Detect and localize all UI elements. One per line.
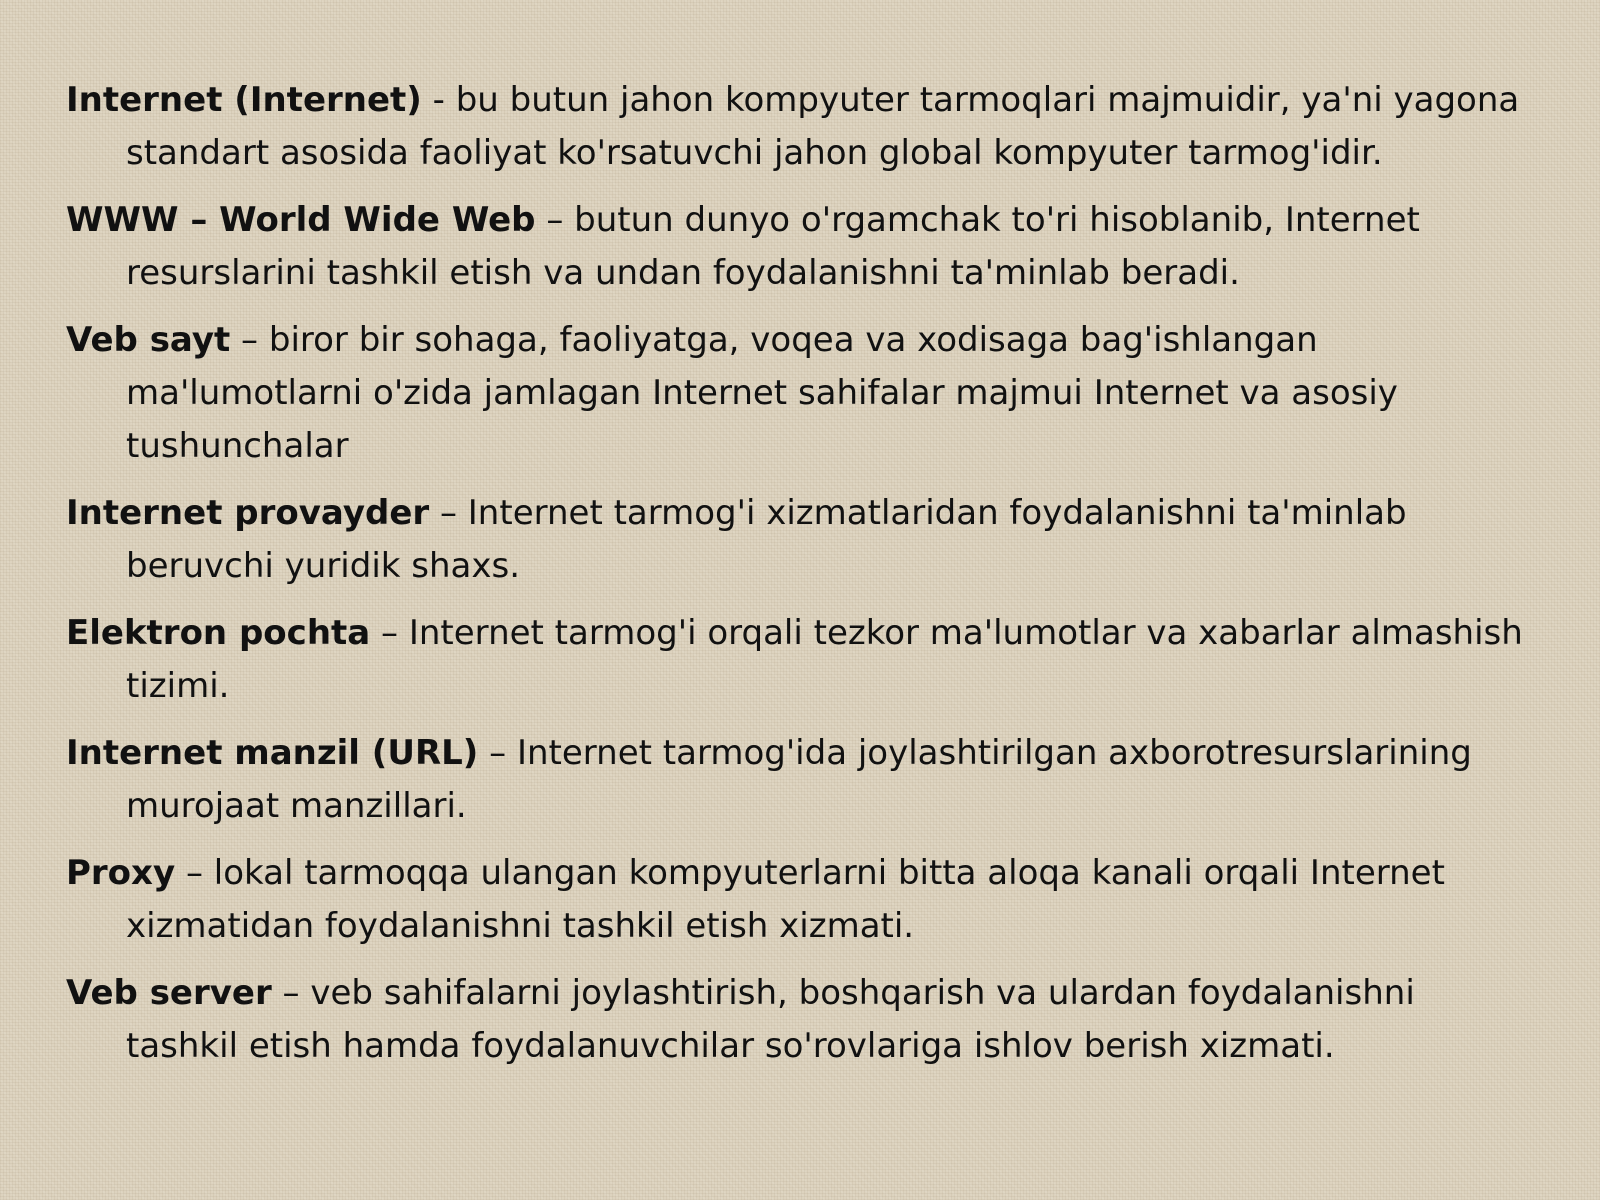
definition-internet-manzil [66, 727, 1536, 833]
definition-veb-sayt [66, 314, 1536, 473]
definitions-list [66, 74, 1536, 1087]
definition-separator: – [370, 613, 409, 653]
definition-internet-provayder [66, 487, 1536, 593]
definition-term: Internet provayder [66, 493, 430, 533]
definition-term: Internet manzil (URL) [66, 733, 479, 773]
definition-separator: – [230, 320, 269, 360]
definition-text: Internet tarmog'i orqali tezkor ma'lumotlar va xabarlar almashish tizimi. [126, 613, 1523, 706]
definition-separator: - [421, 80, 456, 120]
definition-text: lokal tarmoqqa ulangan kompyuterlarni bitta aloqa kanali orqali Internet xizmatidan foydalanishni tashkil etish xizmati. [126, 853, 1445, 946]
definition-elektron-pochta [66, 607, 1536, 713]
definition-separator: – [478, 733, 517, 773]
definition-term: Internet (Internet) [66, 80, 422, 120]
definition-term: Proxy [66, 853, 176, 893]
definition-text: bu butun jahon kompyuter tarmoqlari majmuidir, ya'ni yagona standart asosida faoliyat ko'rsatuvchi jahon global kompyuter tarmog'idir. [126, 80, 1520, 173]
definition-text: Internet tarmog'ida joylashtirilgan axborotresurslarining murojaat manzillari. [126, 733, 1472, 826]
definition-internet [66, 74, 1536, 180]
definition-text: biror bir sohaga, faoliyatga, voqea va xodisaga bag'ishlangan ma'lumotlarni o'zida jamlagan Internet sahifalar majmui Internet va asosiy tushunchalar [126, 320, 1398, 466]
definition-text: Internet tarmog'i xizmatlaridan foydalanishni ta'minlab beruvchi yuridik shaxs. [126, 493, 1407, 586]
definition-term: Elektron pochta [66, 613, 371, 653]
definition-proxy [66, 847, 1536, 953]
definition-separator: – [429, 493, 468, 533]
definition-term: Veb server [66, 973, 272, 1013]
definition-www [66, 194, 1536, 300]
definition-separator: – [175, 853, 214, 893]
definition-term: Veb sayt [66, 320, 231, 360]
definition-veb-server [66, 967, 1536, 1073]
definition-text: veb sahifalarni joylashtirish, boshqarish va ulardan foydalanishni tashkil etish hamda foydalanuvchilar so'rovlariga ishlov berish xizmati. [126, 973, 1415, 1066]
definition-separator: – [535, 200, 575, 240]
definition-text: butun dunyo o'rgamchak to'ri hisoblanib, Internet resurslarini tashkil etish va undan foydalanishni ta'minlab beradi. [126, 200, 1420, 293]
definition-separator: – [271, 973, 311, 1013]
definition-term: WWW – World Wide Web [66, 200, 536, 240]
